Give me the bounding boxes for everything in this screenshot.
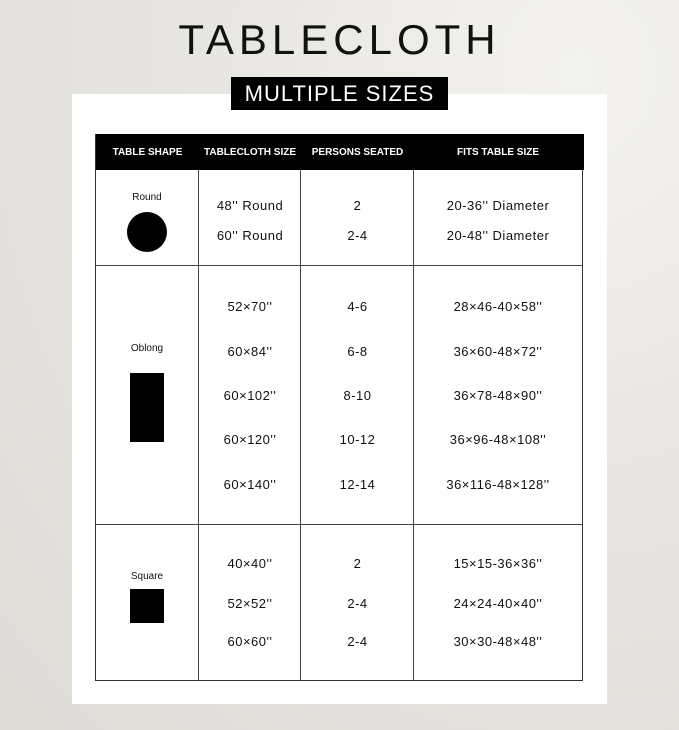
table-cell-persons: 2-4 xyxy=(347,228,368,243)
header-persons-seated: PERSONS SEATED xyxy=(311,146,404,158)
header-fits-table-size: FITS TABLE SIZE xyxy=(456,146,540,158)
table-cell-fits: 36×78-48×90'' xyxy=(453,388,543,403)
table-cell-size: 52×70'' xyxy=(227,299,273,314)
table-cell-size: 60×140'' xyxy=(223,477,277,492)
table-cell-fits: 28×46-40×58'' xyxy=(453,299,543,314)
row-divider xyxy=(96,524,582,525)
table-cell-fits: 36×116-48×128'' xyxy=(446,477,550,492)
oblong-shape-icon xyxy=(130,373,164,442)
row-divider xyxy=(96,265,582,266)
table-cell-size: 40×40'' xyxy=(227,556,273,571)
table-cell-fits: 24×24-40×40'' xyxy=(453,596,543,611)
shape-label-round: Round xyxy=(132,192,162,203)
table-cell-fits: 30×30-48×48'' xyxy=(453,634,543,649)
table-header xyxy=(96,134,584,170)
table-cell-size: 48'' Round xyxy=(216,198,284,213)
table-cell-persons: 2-4 xyxy=(347,596,368,611)
shape-label-square: Square xyxy=(130,571,164,582)
table-cell-fits: 36×96-48×108'' xyxy=(449,432,547,447)
table-cell-persons: 2 xyxy=(353,556,362,571)
table-cell-fits: 20-36'' Diameter xyxy=(446,198,550,213)
table-cell-persons: 6-8 xyxy=(347,344,368,359)
table-cell-size: 60×60'' xyxy=(227,634,273,649)
table-cell-persons: 10-12 xyxy=(339,432,376,447)
table-cell-persons: 2 xyxy=(353,198,362,213)
table-cell-fits: 15×15-36×36'' xyxy=(453,556,543,571)
round-shape-icon xyxy=(127,212,167,252)
table-cell-persons: 4-6 xyxy=(347,299,368,314)
table-cell-size: 60×120'' xyxy=(223,432,277,447)
header-table-shape: TABLE SHAPE xyxy=(112,146,183,158)
table-cell-size: 60×84'' xyxy=(227,344,273,359)
table-cell-persons: 12-14 xyxy=(339,477,376,492)
table-cell-persons: 8-10 xyxy=(343,388,372,403)
table-cell-size: 52×52'' xyxy=(227,596,273,611)
table-cell-persons: 2-4 xyxy=(347,634,368,649)
square-shape-icon xyxy=(130,589,164,623)
header-tablecloth-size: TABLECLOTH SIZE xyxy=(203,146,297,158)
size-table xyxy=(95,134,583,681)
table-cell-size: 60×102'' xyxy=(223,388,277,403)
page-title: TABLECLOTH xyxy=(178,16,501,63)
shape-label-oblong: Oblong xyxy=(130,343,164,354)
table-cell-fits: 20-48'' Diameter xyxy=(446,228,550,243)
subtitle-banner: MULTIPLE SIZES xyxy=(231,77,448,110)
table-cell-fits: 36×60-48×72'' xyxy=(453,344,543,359)
table-cell-size: 60'' Round xyxy=(216,228,284,243)
